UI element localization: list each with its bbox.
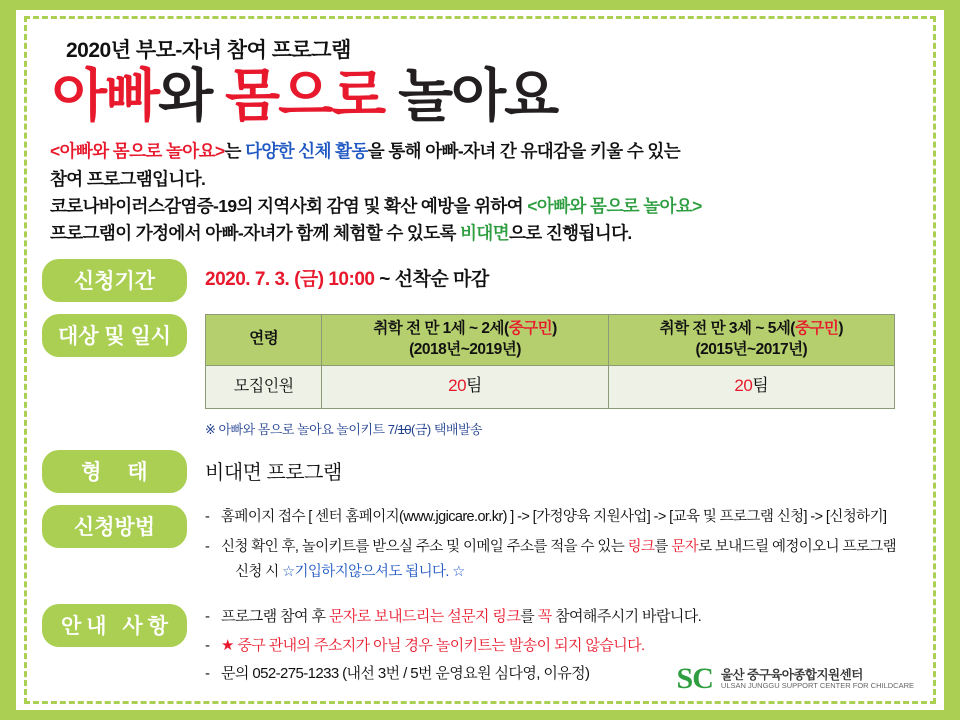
intro-line-1	[50, 138, 922, 165]
bullet-dash: -	[205, 538, 210, 555]
group1-line1-a: 취학 전 만 1세 ~ 2세(	[373, 319, 509, 337]
capacity2-number: 20	[734, 376, 753, 396]
kit-note-b: (금) 택배발송	[411, 421, 483, 437]
label-form: 형 태	[42, 450, 187, 493]
period-value	[205, 259, 922, 291]
intro-highlight-activity: 다양한 신체 활동	[245, 141, 368, 162]
period-suffix: ~ 선착순 마감	[374, 268, 489, 290]
table-row	[206, 314, 895, 365]
intro-program-name-1: <아빠와 몸으로 놀아요>	[50, 141, 225, 162]
title-word-appa: 아빠	[52, 64, 159, 128]
row-form	[42, 450, 922, 493]
info-1-emphasis: 꼭	[537, 607, 552, 625]
intro-line4-c: 으로 진행됩니다.	[509, 222, 632, 243]
list-item	[205, 606, 922, 628]
row-apply	[42, 505, 922, 592]
group2-line1-c: )	[838, 319, 844, 337]
intro-paragraph	[50, 138, 922, 247]
table-header-age: 연령	[206, 314, 322, 365]
label-apply: 신청방법	[42, 505, 187, 548]
intro-line1-b: 는	[224, 141, 246, 162]
apply-step-2-e: 로 보내드릴 예정이오니 프로그램	[698, 538, 897, 555]
label-target: 대상 및 일시	[42, 314, 187, 357]
apply-step-2-f: 신청 시	[235, 563, 283, 580]
intro-line1-d: 을 통해 아빠-자녀 간 유대감을 키울 수 있는	[367, 141, 681, 162]
apply-step-2-sms: 문자	[671, 538, 699, 555]
row-period	[42, 259, 922, 302]
center-name-ko: 울산 중구육아종합지원센터	[720, 667, 863, 682]
bullet-dash: -	[205, 636, 210, 654]
row-apply-body	[187, 505, 922, 592]
apply-step-1: 홈페이지 접수 [ 센터 홈페이지(www.jgicare.or.kr) ] -> [가정양육 지원사업] -> [교육 및 프로그램 신청] -> [신청하기]	[221, 508, 887, 525]
period-date: 2020. 7. 3. (금) 10:00	[205, 268, 375, 290]
list-item	[205, 635, 922, 657]
apply-step-2-link: 링크	[627, 538, 655, 555]
apply-step-2-c: 를	[654, 538, 672, 555]
title-word-momeuro: 몸으로	[225, 64, 385, 128]
label-info: 안내 사항	[42, 604, 187, 647]
group2-residency: 중구민	[794, 319, 839, 337]
center-logo-icon: SC	[676, 662, 713, 695]
list-item	[205, 537, 922, 583]
capacity1-number: 20	[448, 376, 467, 396]
info-1-survey-link: 문자로 보내드리는 설문지 링크	[328, 607, 521, 625]
group2-line2: (2015년~2017년)	[695, 340, 808, 358]
capacity1-unit: 팀	[466, 376, 482, 396]
info-1-e: 참여해주시기 바랍니다.	[551, 607, 702, 625]
center-name-block	[721, 668, 914, 691]
table-header-group-2	[608, 314, 894, 365]
table-cell-capacity-1	[322, 365, 608, 408]
bullet-dash: -	[205, 665, 210, 683]
intro-highlight-untact: 비대면	[460, 222, 509, 243]
title-particle-wa: 와	[158, 64, 212, 128]
table-cell-capacity-label: 모집인원	[206, 365, 322, 408]
list-item	[205, 507, 922, 528]
intro-program-name-2: <아빠와 몸으로 놀아요>	[527, 195, 702, 216]
row-period-body	[187, 259, 922, 291]
info-1-c: 를	[520, 607, 538, 625]
kit-delivery-note	[205, 419, 922, 438]
info-3-contact: 문의 052-275-1233 (내선 3번 / 5번 운영요원 심다영, 이유정)	[221, 665, 590, 683]
row-target	[42, 314, 922, 438]
intro-line-2: 참여 프로그램입니다.	[50, 168, 206, 189]
apply-step-2-g: ☆기입하지않으셔도 됩니다. ☆	[282, 563, 465, 580]
bullet-dash: -	[205, 508, 210, 525]
apply-step-2-a: 신청 확인 후, 놀이키트를 받으실 주소 및 이메일 주소를 적을 수 있는	[221, 538, 628, 555]
kit-note-strike: 10	[397, 421, 412, 437]
page-title	[52, 66, 922, 126]
apply-bullet-list	[205, 507, 922, 583]
intro-line-3	[50, 193, 922, 220]
apply-step-2-second-line	[235, 562, 922, 583]
table-cell-capacity-2	[608, 365, 894, 408]
title-word-norayo: 놀아요	[398, 64, 558, 128]
table-header-group-1	[322, 314, 608, 365]
group1-line2: (2018년~2019년)	[409, 340, 521, 358]
bullet-dash: -	[205, 607, 210, 625]
label-period: 신청기간	[42, 259, 187, 302]
kit-note-a: ※ 아빠와 몸으로 놀아요 놀이키트 7/	[205, 421, 398, 437]
poster-kicker: 2020년 부모-자녀 참여 프로그램	[66, 39, 351, 62]
intro-line4-a: 프로그램이 가정에서 아빠-자녀가 함께 체험할 수 있도록	[50, 222, 461, 243]
row-form-body	[187, 450, 922, 485]
info-1-a: 프로그램 참여 후	[221, 607, 329, 625]
form-value: 비대면 프로그램	[205, 461, 342, 484]
group1-line1-c: )	[552, 319, 557, 337]
capacity2-unit: 팀	[752, 376, 769, 396]
group2-line1-a: 취학 전 만 3세 ~ 5세(	[659, 319, 795, 337]
intro-line3-a: 코로나바이러스감염증-19의 지역사회 감염 및 확산 예방을 위하여	[50, 195, 528, 216]
footer-logo	[677, 664, 914, 694]
row-target-body	[187, 314, 922, 438]
group1-residency: 중구민	[508, 319, 553, 337]
poster-content	[16, 10, 944, 710]
info-2-warning: ★ 중구 관내의 주소지가 아닐 경우 놀이키트는 발송이 되지 않습니다.	[221, 636, 645, 654]
table-row	[206, 365, 895, 408]
target-table	[205, 314, 895, 409]
intro-line-4	[50, 220, 922, 247]
center-name-en: ULSAN JUNGGU SUPPORT CENTER FOR CHILDCARE	[720, 680, 914, 690]
